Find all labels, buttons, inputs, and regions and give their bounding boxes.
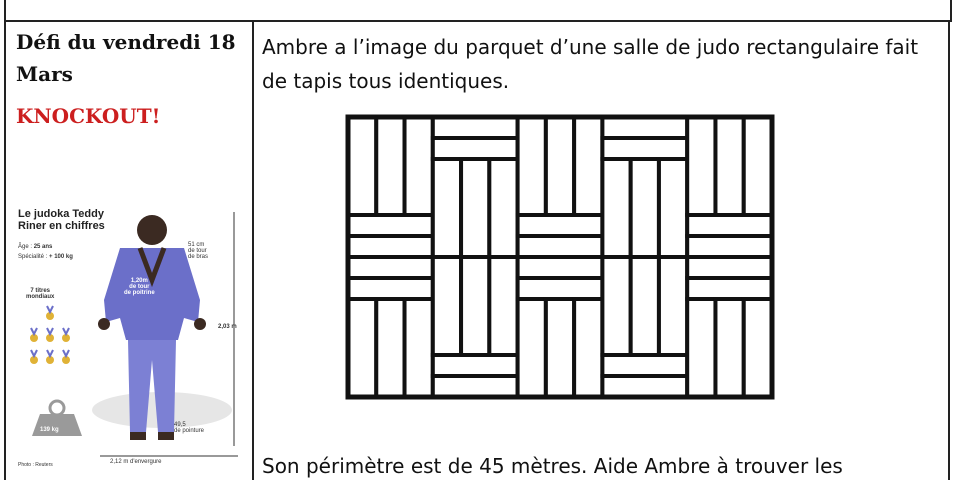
floor-mat [744,117,772,215]
floor-mat [433,117,518,138]
floor-mat [489,159,517,257]
perimeter-statement: Son périmètre est de 45 mètres. Aide Ambre à trouver les [262,454,843,478]
floor-mat [461,159,489,257]
judo-floor-diagram [345,114,775,400]
floor-mat [348,236,433,257]
floor-mat [405,299,433,397]
floor-mat [687,299,715,397]
floor-mat [687,257,772,278]
floor-mat [602,117,687,138]
floor-mat [602,355,687,376]
world-titles-stat: 7 titres mondiaux [26,288,55,300]
floor-mat [687,215,772,236]
floor-mat [348,278,433,299]
wingspan-stat: 2,12 m d'envergure [110,459,162,465]
floor-mat [348,215,433,236]
floor-mat [631,257,659,355]
photo-credit: Photo : Reuters [18,462,53,468]
floor-mat [687,117,715,215]
floor-mat [744,299,772,397]
judoka-head [137,215,167,245]
weight-icon-handle [50,401,64,415]
floor-mat [518,236,603,257]
table-border-left [4,20,6,480]
floor-mat [376,299,404,397]
floor-mat [405,117,433,215]
floor-mat [433,159,461,257]
floor-mat [715,299,743,397]
medals-icon [30,306,70,364]
floor-mat [433,138,518,159]
floor-mat [348,299,376,397]
table-border-right [948,20,950,480]
shoe-size-stat: 49,5 de pointure [174,422,205,434]
floor-mat [518,257,603,278]
floor-mat [546,299,574,397]
infographic-title: Le judoka Teddy Riner en chiffres [18,208,105,232]
floor-mat [659,257,687,355]
floor-mat [715,117,743,215]
floor-mat [433,257,461,355]
challenge-date-title: Défi du vendredi 18 Mars [16,30,236,86]
speciality-stat: Spécialité : + 100 kg [18,254,73,260]
height-stat: 2,03 m [218,324,237,330]
floor-mat [687,236,772,257]
floor-mat [518,215,603,236]
floor-mat [461,257,489,355]
chest-stat: 1,20m de tour de poitrine [124,278,155,296]
problem-statement: Ambre a l’image du parquet d’une salle de judo rectangulaire fait de tapis tous identiques. [262,35,919,93]
arm-stat: 51 cm de tour de bras [188,242,209,260]
floor-mat [489,257,517,355]
floor-mat [659,159,687,257]
floor-mat [433,355,518,376]
floor-mat [631,159,659,257]
floor-mat [602,257,630,355]
table-top-row [4,0,952,22]
floor-mat [376,117,404,215]
floor-mat [518,278,603,299]
floor-mat [518,117,546,215]
knockout-heading: KNOCKOUT! [16,104,161,128]
floor-mat [574,299,602,397]
floor-mat [687,278,772,299]
floor-mat [433,376,518,397]
floor-mat [518,299,546,397]
floor-mat [602,376,687,397]
weight-stat: 139 kg [40,427,59,433]
floor-mat [348,257,433,278]
floor-mat [602,138,687,159]
age-stat: Âge : 25 ans [18,244,53,250]
floor-mat [348,117,376,215]
floor-mat [602,159,630,257]
floor-mat [574,117,602,215]
floor-mat [546,117,574,215]
teddy-riner-infographic [12,200,248,472]
table-column-divider [252,20,254,480]
